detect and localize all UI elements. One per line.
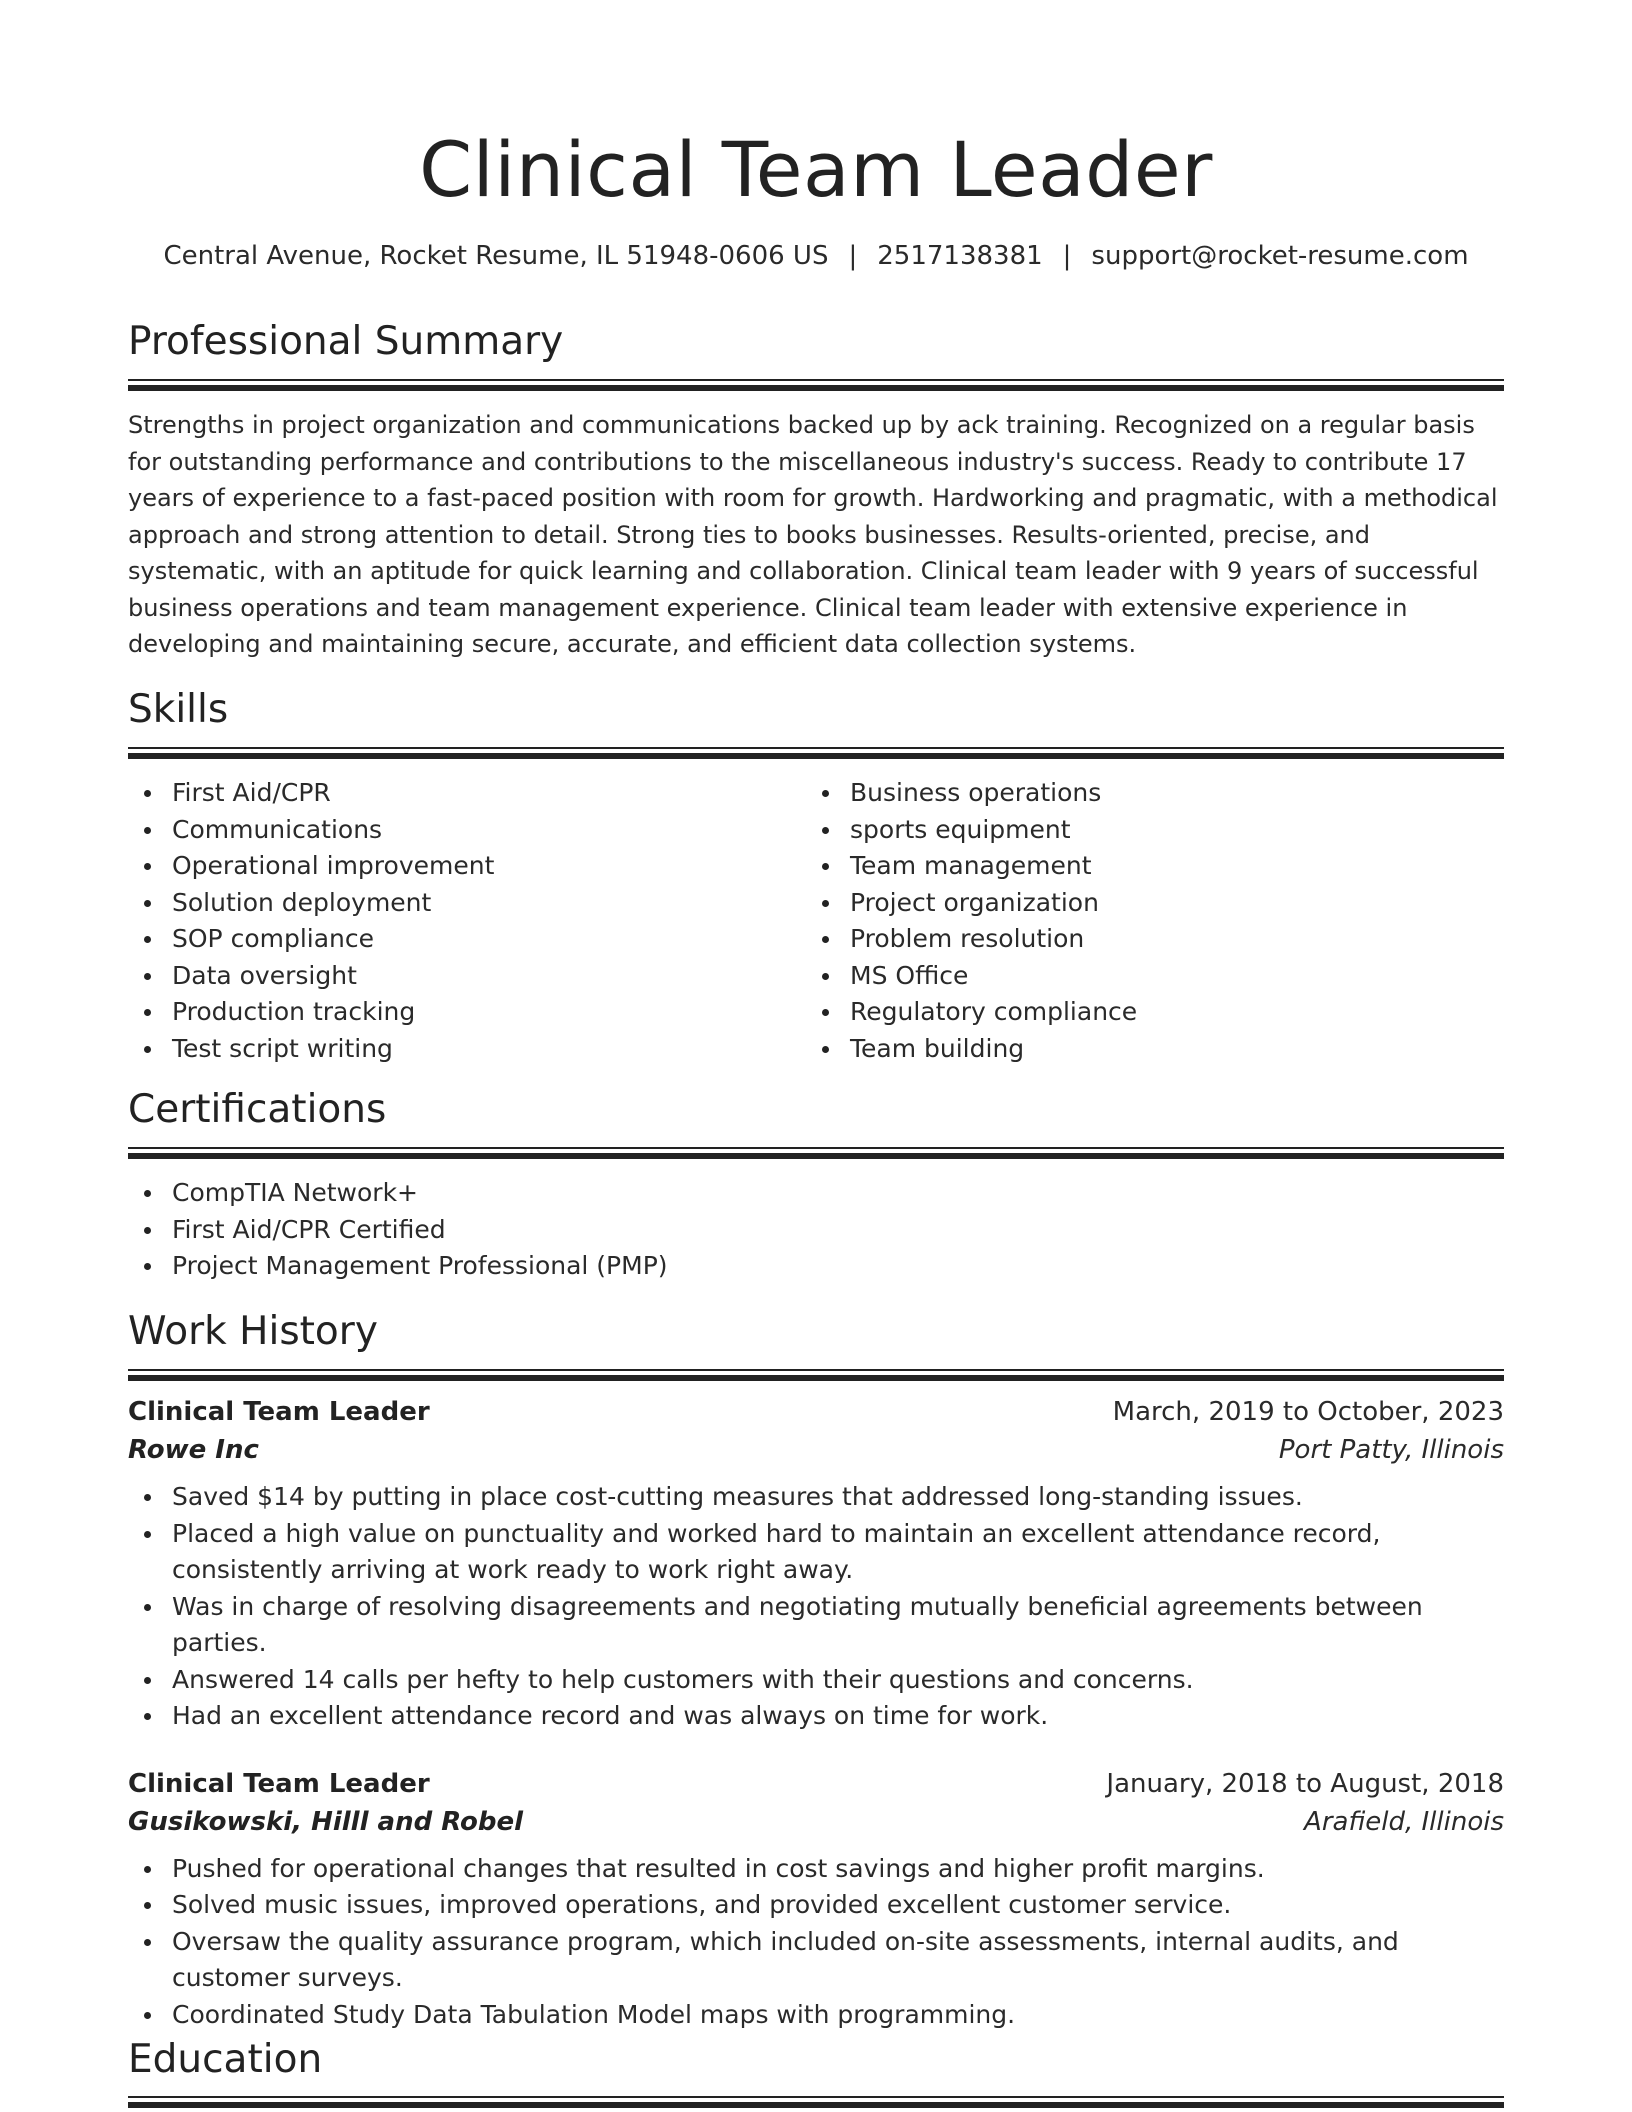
job-header [128,1393,1504,1431]
job-bullet: Had an excellent attendance record and was always on time for work. [128,1698,1504,1735]
certifications-heading: Certifications [128,1087,387,1132]
skill-item: Regulatory compliance [806,994,1484,1031]
job-dates: January, 2018 to August, 2018 [1106,1768,1504,1799]
job-entry [128,1765,1504,2034]
contact-phone: 2517138381 [877,241,1043,271]
job-subheader [128,1431,1504,1469]
job-subheader [128,1803,1504,1841]
job-bullet: Solved music issues, improved operations, and provided excellent customer service. [128,1887,1504,1924]
skills-list-right [806,775,1484,1067]
education-heading: Education [128,2037,323,2082]
job-bullets [128,1851,1504,2034]
job-bullet: Was in charge of resolving disagreements and negotiating mutually beneficial agreements between parties. [128,1589,1504,1662]
section-rule [128,1147,1504,1159]
certification-item: First Aid/CPR Certified [128,1212,1504,1249]
section-rule [128,1369,1504,1381]
job-dates: March, 2019 to October, 2023 [1112,1397,1504,1427]
summary-heading: Professional Summary [128,319,564,364]
resume-title: Clinical Team Leader [419,125,1213,214]
job-location: Arafield, Illinois [1304,1806,1504,1837]
skill-item: Solution deployment [128,885,806,922]
job-company: Gusikowski, Hilll and Robel [128,1806,524,1837]
skill-item: Operational improvement [128,848,806,885]
skill-item: Team management [806,848,1484,885]
job-entry [128,1393,1504,1735]
work-history-section [128,1308,1504,2033]
skills-section [128,686,1504,1067]
contact-separator: | [848,241,858,271]
job-title: Clinical Team Leader [128,1768,430,1799]
section-rule [128,2096,1504,2098]
job-bullet: Oversaw the quality assurance program, which included on-site assessments, internal audits, and customer surveys. [128,1924,1504,1997]
skill-item: Communications [128,812,806,849]
skill-item: Production tracking [128,994,806,1031]
job-title: Clinical Team Leader [128,1397,430,1427]
job-location: Port Patty, Illinois [1278,1435,1504,1465]
skill-item: First Aid/CPR [128,775,806,812]
skill-item: Project organization [806,885,1484,922]
skill-item: Problem resolution [806,921,1484,958]
certification-item: CompTIA Network+ [128,1175,1504,1212]
contact-address: Central Avenue, Rocket Resume, IL 51948-0606 US [163,241,829,271]
job-bullet: Pushed for operational changes that resulted in cost savings and higher profit margins. [128,1851,1504,1888]
skill-item: Test script writing [128,1031,806,1068]
skills-columns [128,775,1504,1067]
contact-separator: | [1062,241,1072,271]
skill-item: Business operations [806,775,1484,812]
contact-line [0,238,1632,274]
summary-section [128,318,1504,663]
job-bullet: Placed a high value on punctuality and worked hard to maintain an excellent attendance record, consistently arriving at work ready to work right away. [128,1516,1504,1589]
education-section [128,2036,1504,2098]
job-bullets [128,1479,1504,1735]
skill-item: Data oversight [128,958,806,995]
skills-list-left [128,775,806,1067]
section-rule [128,379,1504,391]
job-bullet: Coordinated Study Data Tabulation Model maps with programming. [128,1997,1504,2034]
skill-item: sports equipment [806,812,1484,849]
job-header [128,1765,1504,1803]
certifications-list [128,1175,1504,1285]
section-rule [128,747,1504,759]
job-company: Rowe Inc [128,1435,259,1465]
skill-item: Team building [806,1031,1484,1068]
certification-item: Project Management Professional (PMP) [128,1248,1504,1285]
summary-text: Strengths in project organization and communications backed up by ack training. Recognized on a regular basis for outstanding performance and contributions to the miscellaneous industry's success. Ready to contribute 17 years of experience to a fast-paced position with room for growth. Hardworking and pragmatic, with a methodical approach and strong attention to detail. Strong ties to books businesses. Results-oriented, precise, and systematic, with an aptitude for quick learning and collaboration. Clinical team leader with 9 years of successful business operations and team management experience. Clinical team leader with extensive experience in developing and maintaining secure, accurate, and efficient data collection systems. [128,411,1498,658]
contact-email: support@rocket-resume.com [1091,241,1469,271]
job-bullet: Saved $14 by putting in place cost-cutting measures that addressed long-standing issues. [128,1479,1504,1516]
job-bullet: Answered 14 calls per hefty to help customers with their questions and concerns. [128,1662,1504,1699]
work-history-heading: Work History [128,1309,378,1354]
skill-item: SOP compliance [128,921,806,958]
skill-item: MS Office [806,958,1484,995]
certifications-section [128,1086,1504,1285]
skills-heading: Skills [128,687,229,732]
